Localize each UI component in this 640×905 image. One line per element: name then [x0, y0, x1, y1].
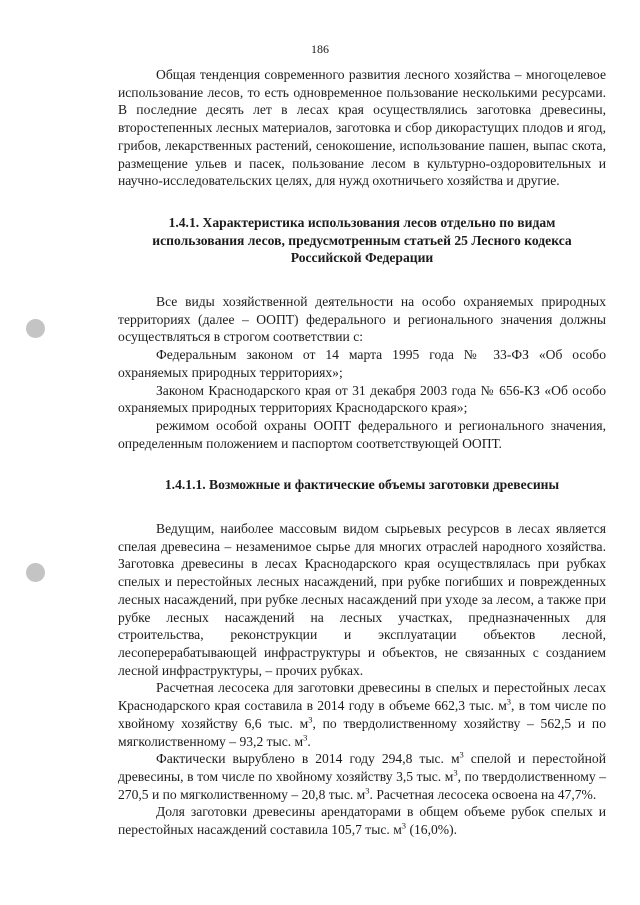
document-body	[118, 66, 606, 839]
oopt-paragraph: Федеральным законом от 14 марта 1995 года № 33-ФЗ «Об особо охраняемых природных территориях»;	[118, 347, 606, 380]
punch-hole-upper	[26, 319, 45, 338]
text-run: .	[307, 733, 311, 749]
page-number: 186	[311, 42, 329, 56]
text-run: , по твердолиственному – 270,5 и по мягколиственному – 20,8 тыс. м	[118, 768, 606, 802]
harvest-paragraph	[118, 750, 606, 803]
text-run: (16,0%).	[406, 822, 458, 838]
text-run: , в том числе по хвойному хозяйству 6,6 тыс. м	[118, 698, 606, 731]
unit-superscript: 3	[303, 731, 308, 742]
unit-superscript: 3	[506, 696, 512, 707]
text-run: , по твердолиственному хозяйству – 562,5 и по мягколиственному – 93,2 тыс. м	[118, 715, 606, 749]
unit-superscript: 3	[308, 714, 313, 725]
unit-superscript: 3	[365, 785, 370, 796]
intro-paragraph: Общая тенденция современного развития лесного хозяйства – многоцелевое использование лесов, то есть одновременное пользование несколькими ресурсами. В последние десять лет в лесах края осуществлялись заготовка древесины, второстепенных лесных материалов, заготовка и сбор дикорастущих плодов и ягод, грибов, лекарственных растений, сенокошение, использование пашен, выпас скота, размещение ульев и пасек, пользование лесом в культурно-оздоровительных и научно-исследовательских целях, для нужд охотничьего хозяйства и другие.	[118, 67, 606, 189]
text-run: спелой и перестойной древесины, в том числе по хвойному хозяйству 3,5 тыс. м	[118, 751, 607, 784]
unit-superscript: 3	[459, 749, 464, 760]
harvest-paragraph	[118, 679, 606, 750]
text-run: . Расчетная лесосека освоена на 47,7%.	[369, 786, 597, 802]
oopt-paragraph: режимом особой охраны ООПТ федерального и регионального значения, определенным положением и паспортом соответствующей ООПТ.	[118, 417, 606, 451]
text-run: Расчетная лесосека для заготовки древесины в спелых и перестойных лесах Краснодарского края составила в 2014 году в объеме 662,3 тыс. м	[118, 680, 606, 714]
harvest-paragraph: Ведущим, наиболее массовым видом сырьевых ресурсов в лесах является спелая древесина – незаменимое сырье для многих отраслей народного хозяйства. Заготовка древесины в лесах Краснодарского края осуществлялась при рубках спелых и перестойных лесных насаждений, при рубке погибших и поврежденных лесных насаждений, при рубке лесных насаждений при уходе за лесом, а также при рубке лесных насаждений на лесных участках, предназначенных для строительства, реконструкции и эксплуатации объектов лесной, лесоперерабатывающей инфраструктуры и объектов, не связанных с созданием лесной инфраструктуры, – прочих рубках.	[118, 521, 606, 678]
oopt-paragraph: Законом Краснодарского края от 31 декабря 2003 года № 656-КЗ «Об особо охраняемых природных территориях Краснодарского края»;	[118, 382, 606, 416]
subsection-heading: 1.4.1.1. Возможные и фактические объемы заготовки древесины	[164, 477, 560, 493]
text-run: Фактически вырублено в 2014 году 294,8 тыс. м	[156, 751, 460, 767]
unit-superscript: 3	[453, 767, 458, 778]
harvest-paragraph	[118, 803, 606, 838]
oopt-paragraph: Все виды хозяйственной деятельности на особо охраняемых природных территориях (далее – ООПТ) федерального и регионального значения должны осуществляться в строгом соответствии с:	[118, 294, 606, 345]
section-heading: 1.4.1. Характеристика использования лесов отдельно по видам использования лесов, предусмотренным статьей 25 Лесного кодекса Российской Федерации	[152, 214, 572, 266]
punch-hole-lower	[26, 563, 45, 582]
unit-superscript: 3	[401, 820, 407, 831]
text-run: Доля заготовки древесины арендаторами в общем объеме рубок спелых и перестойных насаждений составила 105,7 тыс. м	[118, 804, 606, 838]
